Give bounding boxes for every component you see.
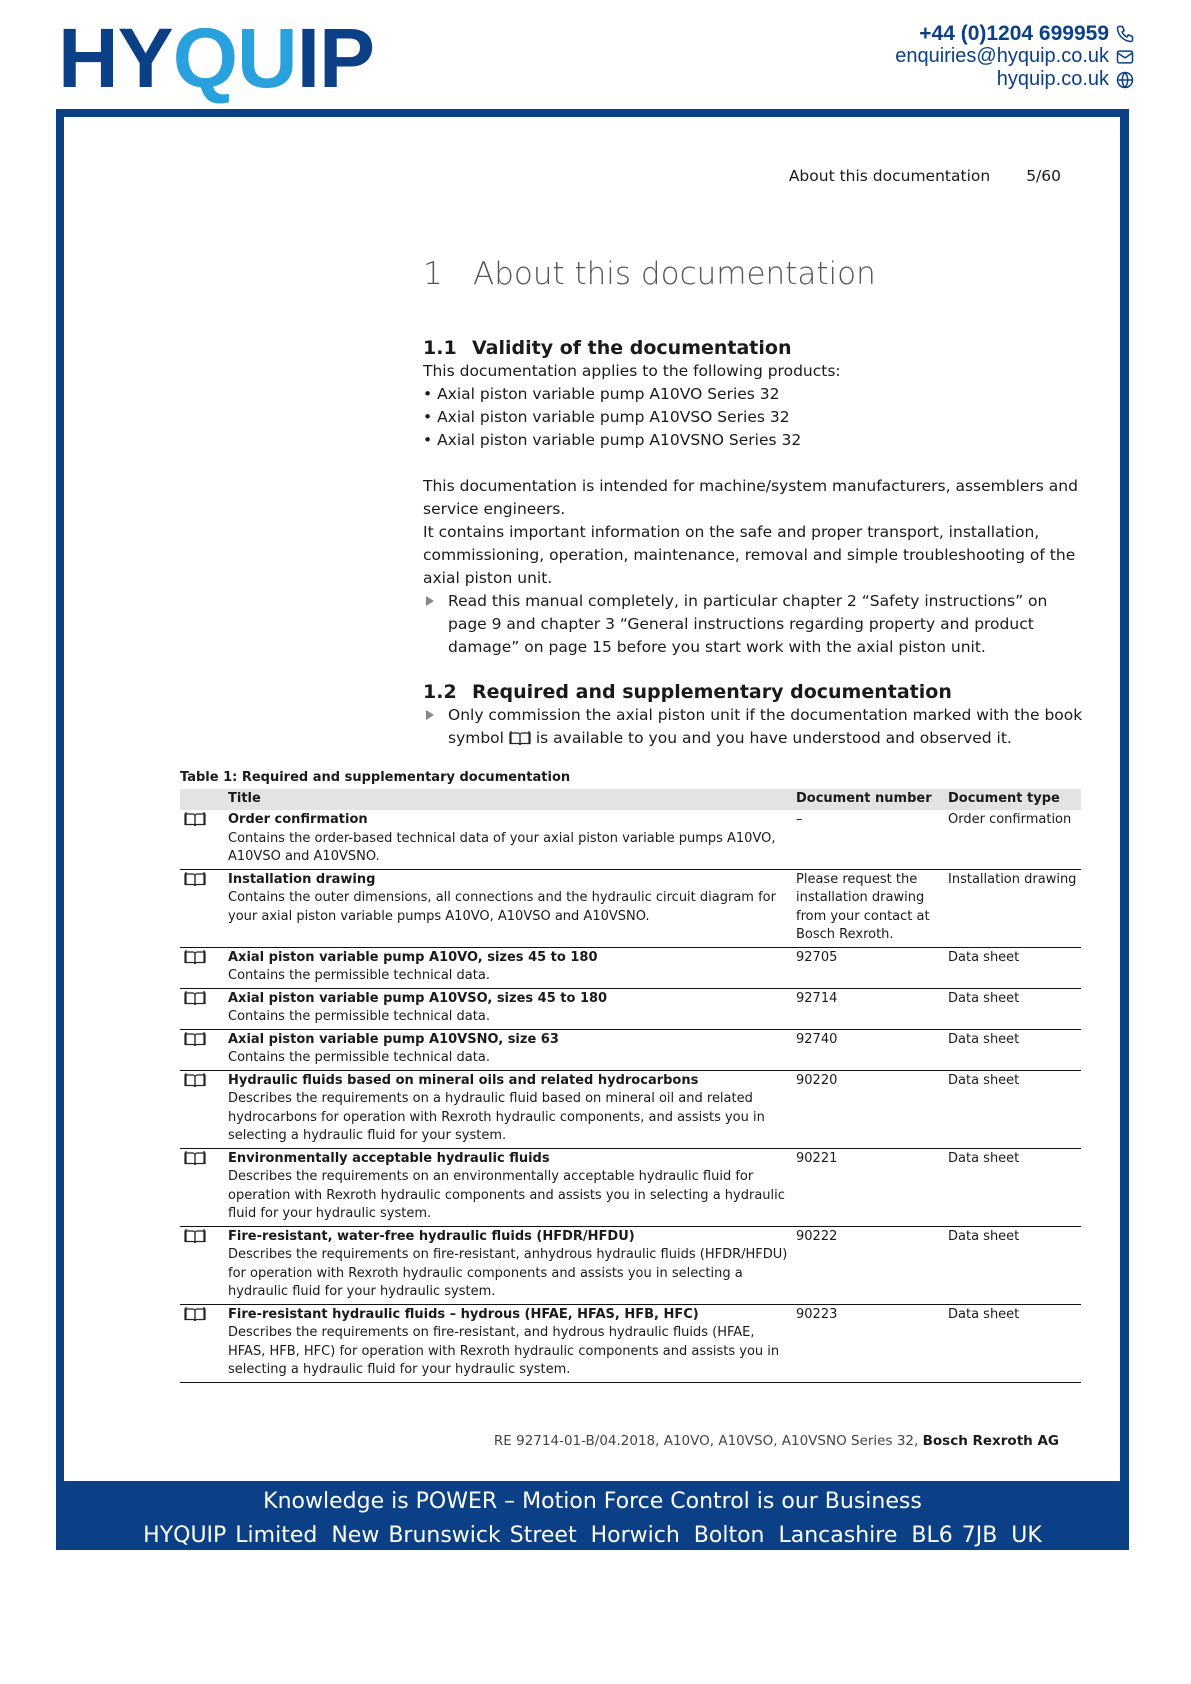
documentation-table bbox=[180, 789, 1081, 1383]
doc-description: Describes the requirements on fire-resistant, and hydrous hydraulic fluids (HFAE, HFAS, HFB, HFC) for operation with Rexroth hydraulic components and assists you in selecting a hydraulic fluid for your hydraulic system. bbox=[228, 1325, 780, 1377]
address-part: New Brunswick Street bbox=[331, 1523, 577, 1548]
doc-title-cell bbox=[224, 1148, 792, 1226]
doc-number: 90221 bbox=[792, 1148, 944, 1226]
footer-banner bbox=[56, 1482, 1129, 1550]
paragraph: It contains important information on the safe and proper transport, installation, commissioning, operation, maintenance, removal and simple troubleshooting of the axial piston unit. bbox=[423, 523, 1076, 587]
table-row bbox=[180, 869, 1081, 947]
address-part: BL6 7JB bbox=[911, 1523, 998, 1548]
document-reference bbox=[494, 1433, 1059, 1449]
doc-title-cell bbox=[224, 869, 792, 947]
address-part: UK bbox=[1011, 1523, 1042, 1548]
running-head bbox=[789, 167, 1061, 185]
doc-number: – bbox=[792, 810, 944, 869]
chapter-title: About this documentation bbox=[473, 256, 876, 292]
book-icon bbox=[180, 1148, 224, 1226]
doc-number: 92740 bbox=[792, 1029, 944, 1070]
section-heading bbox=[423, 681, 1083, 704]
doc-title-cell bbox=[224, 988, 792, 1029]
table-row bbox=[180, 1148, 1081, 1226]
doc-description: Contains the order-based technical data of your axial piston variable pumps A10VO, A10VSO and A10VSNO. bbox=[228, 830, 776, 864]
table-caption: Table 1: Required and supplementary documentation bbox=[180, 770, 571, 785]
doc-title: Hydraulic fluids based on mineral oils and related hydrocarbons bbox=[228, 1072, 699, 1088]
reference-text: RE 92714-01-B/04.2018, A10VO, A10VSO, A10VSNO Series 32, bbox=[493, 1433, 919, 1449]
contact-phone-row[interactable] bbox=[895, 22, 1135, 45]
contact-email-row[interactable] bbox=[895, 45, 1135, 68]
doc-title-cell bbox=[224, 947, 792, 988]
product-list bbox=[423, 383, 1083, 452]
doc-title-cell bbox=[224, 1029, 792, 1070]
book-icon bbox=[180, 1304, 224, 1382]
doc-type: Data sheet bbox=[944, 947, 1081, 988]
table-row bbox=[180, 1029, 1081, 1070]
list-item: • Axial piston variable pump A10VSO Series 32 bbox=[423, 406, 1083, 429]
table-row bbox=[180, 988, 1081, 1029]
hyquip-logo bbox=[58, 11, 375, 105]
table-header-row bbox=[180, 789, 1081, 810]
globe-icon bbox=[1115, 70, 1135, 90]
section-number: 1.2 bbox=[423, 681, 457, 703]
chapter-heading bbox=[423, 256, 876, 292]
doc-description: Contains the permissible technical data. bbox=[228, 1050, 490, 1065]
action-text-after: is available to you and you have understood and observed it. bbox=[535, 729, 1012, 747]
doc-title-cell bbox=[224, 1304, 792, 1382]
intro-text: This documentation applies to the following products: bbox=[423, 362, 841, 380]
table-row bbox=[180, 947, 1081, 988]
address-part: HYQUIP Limited bbox=[143, 1523, 318, 1548]
doc-type: Order confirmation bbox=[944, 810, 1081, 869]
doc-number: Please request the installation drawing from your contact at Bosch Rexroth. bbox=[792, 869, 944, 947]
mail-icon bbox=[1115, 47, 1135, 67]
doc-title-cell bbox=[224, 1226, 792, 1304]
list-item: • Axial piston variable pump A10VO Series 32 bbox=[423, 383, 1083, 406]
doc-type: Data sheet bbox=[944, 988, 1081, 1029]
address-part: Lancashire bbox=[778, 1523, 898, 1548]
doc-title: Installation drawing bbox=[228, 871, 376, 887]
address-line bbox=[56, 1523, 1129, 1548]
book-icon bbox=[509, 730, 531, 746]
address-part: Bolton bbox=[693, 1523, 765, 1548]
doc-description: Describes the requirements on a hydraulic fluid based on mineral oil and related hydrocarbons for operation with Rexroth hydraulic components, and assists you in selecting a hydraulic fluid for your system. bbox=[228, 1091, 765, 1143]
section-title: Required and supplementary documentation bbox=[472, 681, 952, 703]
doc-number: 90220 bbox=[792, 1070, 944, 1148]
book-icon bbox=[180, 869, 224, 947]
slogan: Knowledge is POWER – Motion Force Control is our Business bbox=[263, 1489, 922, 1514]
running-head-section: About this documentation bbox=[788, 167, 991, 185]
contact-web-row[interactable] bbox=[895, 68, 1135, 91]
logo-text-qu: QU bbox=[172, 11, 297, 105]
doc-number: 92705 bbox=[792, 947, 944, 988]
doc-description: Describes the requirements on an environmentally acceptable hydraulic fluid for operation with Rexroth hydraulic components and assists you in selecting a hydraulic fluid for your hydraulic system. bbox=[228, 1169, 785, 1221]
doc-title: Fire-resistant, water-free hydraulic fluids (HFDR/HFDU) bbox=[228, 1228, 635, 1244]
doc-title: Axial piston variable pump A10VSNO, size 63 bbox=[228, 1031, 559, 1047]
book-icon bbox=[180, 810, 224, 869]
table-row bbox=[180, 1226, 1081, 1304]
doc-title: Environmentally acceptable hydraulic fluids bbox=[228, 1150, 550, 1166]
section-validity bbox=[423, 337, 1083, 659]
company-name: Bosch Rexroth AG bbox=[922, 1433, 1059, 1449]
phone-number[interactable]: +44 (0)1204 699959 bbox=[919, 21, 1109, 45]
action-instruction: Read this manual completely, in particular chapter 2 “Safety instructions” on page 9 and chapter 3 “General instructions regarding property and product damage” on page 15 before you start work with the axial piston unit. bbox=[423, 590, 1083, 659]
section-documentation bbox=[423, 681, 1083, 750]
doc-type: Installation drawing bbox=[944, 869, 1081, 947]
table-row bbox=[180, 810, 1081, 869]
doc-type: Data sheet bbox=[944, 1070, 1081, 1148]
page-number: 5/60 bbox=[1026, 167, 1061, 185]
table-row bbox=[180, 1070, 1081, 1148]
phone-icon bbox=[1115, 24, 1135, 44]
doc-description: Contains the permissible technical data. bbox=[228, 1009, 490, 1024]
website-url[interactable]: hyquip.co.uk bbox=[996, 68, 1109, 90]
list-item: • Axial piston variable pump A10VSNO Series 32 bbox=[423, 429, 1083, 452]
logo-text-hy: HY bbox=[58, 11, 173, 105]
doc-title: Axial piston variable pump A10VSO, sizes 45 to 180 bbox=[228, 990, 608, 1006]
section-number: 1.1 bbox=[423, 337, 457, 359]
doc-description: Contains the outer dimensions, all connections and the hydraulic circuit diagram for your axial piston variable pumps A10VO, A10VSO and A10VSNO. bbox=[228, 890, 776, 924]
chapter-number: 1 bbox=[423, 256, 443, 292]
paragraph: This documentation is intended for machine/system manufacturers, assemblers and service engineers. bbox=[423, 477, 1078, 518]
doc-type: Data sheet bbox=[944, 1226, 1081, 1304]
col-header-type: Document type bbox=[944, 789, 1081, 810]
doc-title-cell bbox=[224, 1070, 792, 1148]
book-icon bbox=[180, 947, 224, 988]
doc-title-cell bbox=[224, 810, 792, 869]
contact-block bbox=[895, 22, 1135, 91]
doc-number: 90223 bbox=[792, 1304, 944, 1382]
logo-text-ip: IP bbox=[296, 11, 375, 105]
col-header-title: Title bbox=[224, 789, 792, 810]
section-title: Validity of the documentation bbox=[472, 337, 792, 359]
book-icon bbox=[180, 988, 224, 1029]
book-icon bbox=[180, 1226, 224, 1304]
email-address[interactable]: enquiries@hyquip.co.uk bbox=[895, 45, 1109, 67]
doc-title: Axial piston variable pump A10VO, sizes 45 to 180 bbox=[228, 949, 598, 965]
doc-number: 92714 bbox=[792, 988, 944, 1029]
doc-title: Fire-resistant hydraulic fluids – hydrous (HFAE, HFAS, HFB, HFC) bbox=[228, 1306, 699, 1322]
address-part: Horwich bbox=[590, 1523, 680, 1548]
action-instruction bbox=[423, 704, 1083, 750]
col-header-number: Document number bbox=[792, 789, 944, 810]
doc-type: Data sheet bbox=[944, 1304, 1081, 1382]
doc-type: Data sheet bbox=[944, 1029, 1081, 1070]
book-icon bbox=[180, 1070, 224, 1148]
doc-title: Order confirmation bbox=[228, 812, 368, 827]
action-text-before: Only commission the axial piston unit if the documentation marked with the book symbol bbox=[448, 706, 1083, 747]
table-row bbox=[180, 1304, 1081, 1382]
book-icon bbox=[180, 1029, 224, 1070]
section-heading bbox=[423, 337, 1083, 360]
doc-number: 90222 bbox=[792, 1226, 944, 1304]
doc-description: Contains the permissible technical data. bbox=[228, 968, 490, 983]
doc-description: Describes the requirements on fire-resistant, anhydrous hydraulic fluids (HFDR/HFDU) for operation with Rexroth hydraulic components and assists you in selecting a hydraulic fluid for your hydraulic system. bbox=[228, 1247, 788, 1299]
doc-type: Data sheet bbox=[944, 1148, 1081, 1226]
